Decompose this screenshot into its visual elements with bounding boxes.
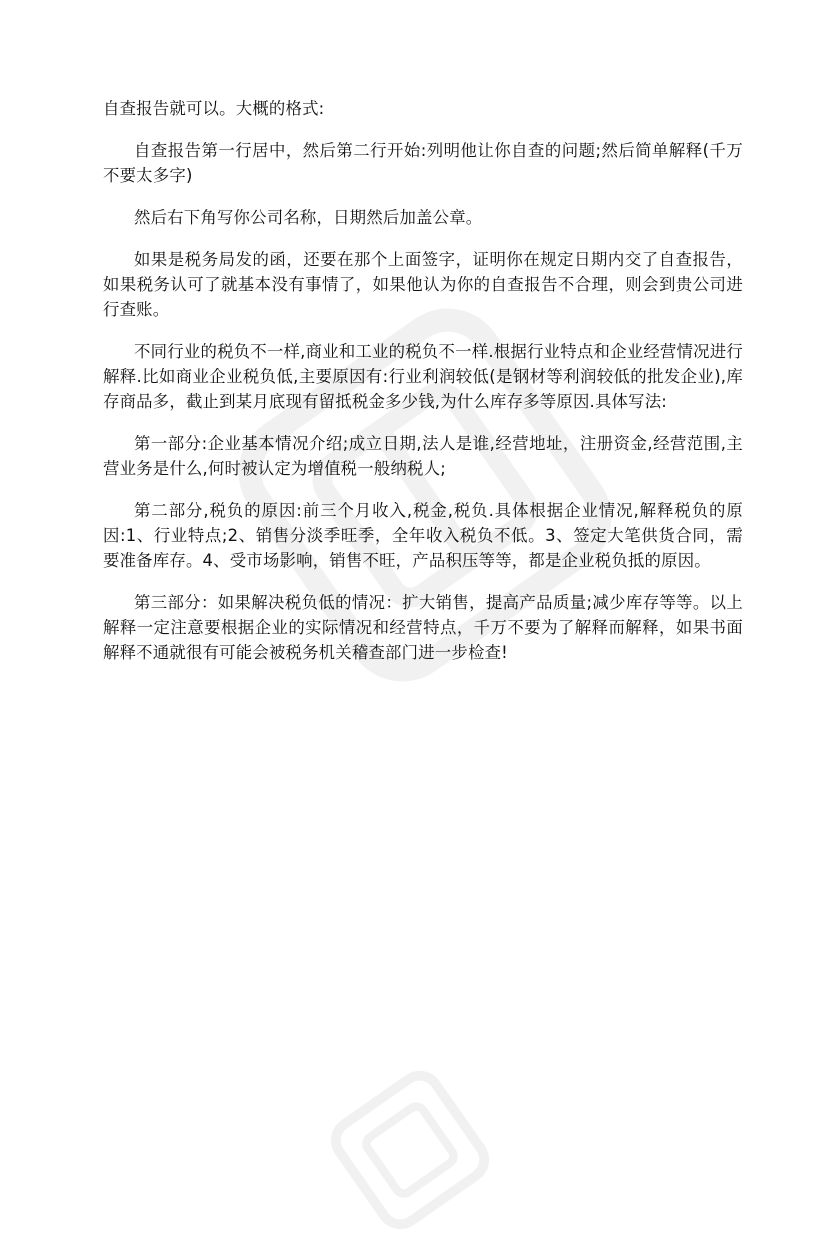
paragraph-part-two: 第二部分,税负的原因:前三个月收入,税金,税负.具体根据企业情况,解释税负的原因:1、行业特点;2、销售分淡季旺季，全年收入税负不低。3、签定大笔供货合同，需要准备库存。4、受市场影响，销售不旺，产品积压等等，都是企业税负抵的原因。 xyxy=(103,501,743,570)
document-body xyxy=(103,96,743,682)
paragraph-signature: 然后右下角写你公司名称，日期然后加盖公章。 xyxy=(134,208,483,227)
paragraph-intro: 自查报告就可以。大概的格式: xyxy=(103,99,325,118)
paragraph-format: 自查报告第一行居中，然后第二行开始:列明他让你自查的问题;然后简单解释(千万不要太多字) xyxy=(103,141,743,185)
paragraph-part-three: 第三部分：如果解决税负低的情况：扩大销售，提高产品质量;减少库存等等。以上解释一定注意要根据企业的实际情况和经营特点，千万不要为了解释而解释，如果书面解释不通就很有可能会被税务机关稽查部门进一步检查! xyxy=(103,593,743,662)
paragraph-industry: 不同行业的税负不一样,商业和工业的税负不一样.根据行业特点和企业经营情况进行解释.比如商业企业税负低,主要原因有:行业利润较低(是钢材等利润较低的批发企业),库存商品多，截止到某月底现有留抵税金多少钱,为什么库存多等原因.具体写法: xyxy=(103,342,743,411)
paragraph-part-one: 第一部分:企业基本情况介绍;成立日期,法人是谁,经营地址，注册资金,经营范围,主营业务是什么,何时被认定为增值税一般纳税人; xyxy=(103,434,743,478)
watermark-logo-bottom xyxy=(296,1041,524,1259)
paragraph-tax-bureau: 如果是税务局发的函，还要在那个上面签字，证明你在规定日期内交了自查报告，如果税务认可了就基本没有事情了，如果他认为你的自查报告不合理，则会到贵公司进行查账。 xyxy=(103,250,743,319)
